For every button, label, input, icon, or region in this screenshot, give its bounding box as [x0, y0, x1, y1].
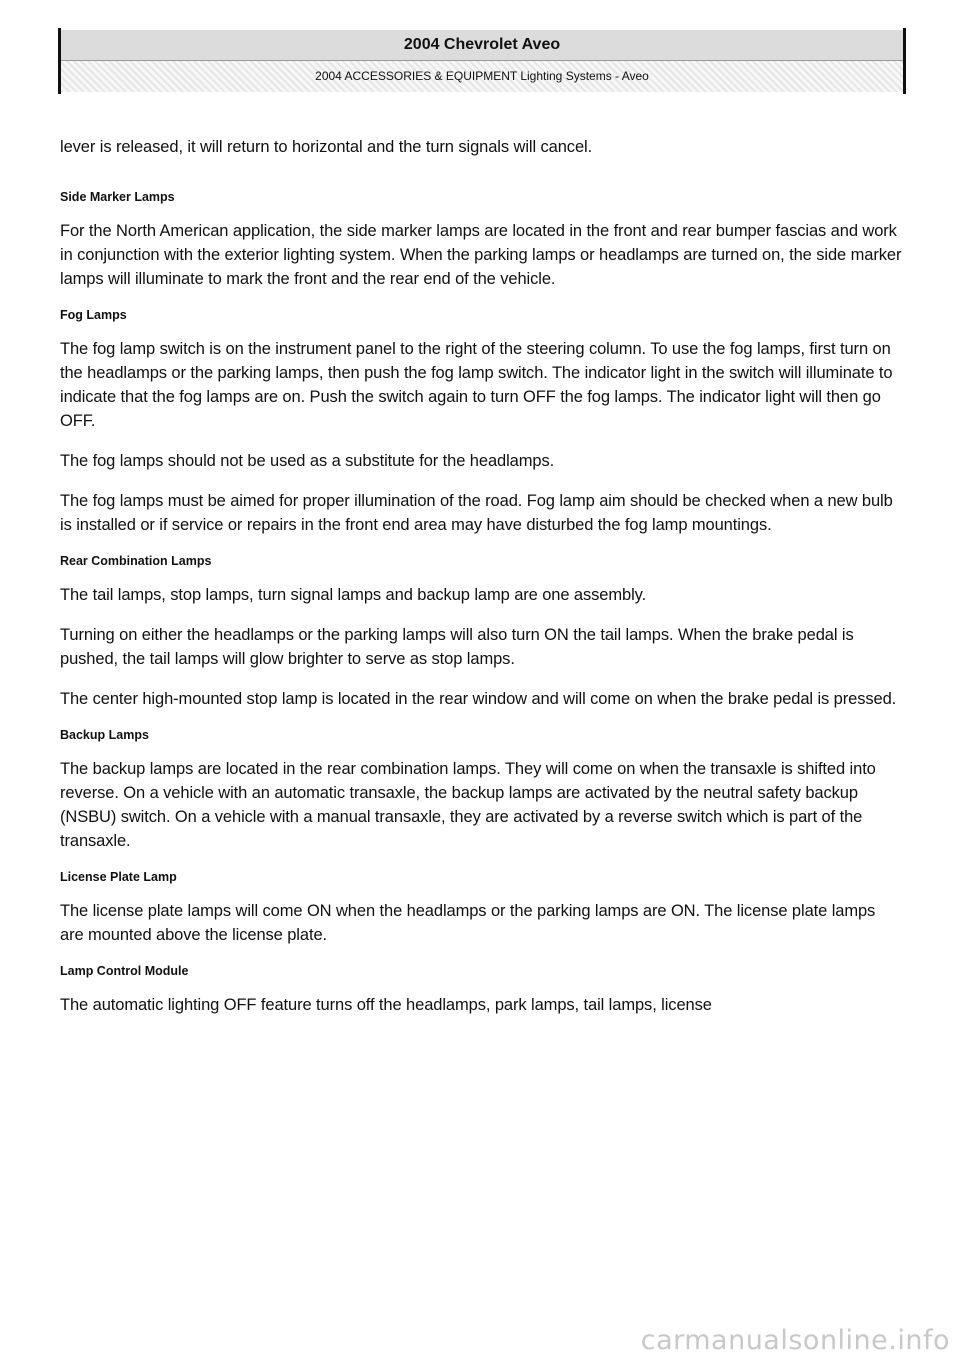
section-backup-lamps	[60, 727, 902, 853]
paragraph: The license plate lamps will come ON when the headlamps or the parking lamps are ON. The license plate lamps are mounted above the license plate.	[60, 902, 876, 944]
paragraph: Turning on either the headlamps or the parking lamps will also turn ON the tail lamps. When the brake pedal is pushed, the tail lamps will glow brighter to serve as stop lamps.	[60, 626, 854, 668]
paragraph: The fog lamp switch is on the instrument panel to the right of the steering column. To use the fog lamps, first turn on the headlamps or the parking lamps, then push the fog lamp switch. The indicator light in the switch will illuminate to indicate that the fog lamps are on. Push the switch again to turn OFF the fog lamps. The indicator light will then go OFF.	[60, 340, 893, 430]
section-lamp-control-module	[60, 963, 902, 1017]
footer-watermark: carmanualsonline.info	[640, 1325, 950, 1356]
section-heading: Lamp Control Module	[60, 964, 189, 978]
section-heading: Side Marker Lamps	[60, 190, 175, 204]
section-side-marker-lamps	[60, 189, 902, 291]
intro-paragraph: lever is released, it will return to horizontal and the turn signals will cancel.	[60, 138, 593, 156]
section-fog-lamps	[60, 307, 902, 537]
paragraph: The backup lamps are located in the rear combination lamps. They will come on when the transaxle is shifted into reverse. On a vehicle with an automatic transaxle, the backup lamps are activated by the neutral safety backup (NSBU) switch. On a vehicle with a manual transaxle, they are activated by a reverse switch which is part of the transaxle.	[60, 760, 876, 850]
section-heading: Backup Lamps	[60, 728, 149, 742]
paragraph: The fog lamps must be aimed for proper illumination of the road. Fog lamp aim should be checked when a new bulb is installed or if service or repairs in the front end area may have disturbed the fog lamp mountings.	[60, 492, 893, 534]
document-subtitle: 2004 ACCESSORIES & EQUIPMENT Lighting Systems - Aveo	[61, 61, 903, 92]
paragraph: The tail lamps, stop lamps, turn signal lamps and backup lamp are one assembly.	[60, 586, 647, 604]
section-license-plate-lamp	[60, 869, 902, 947]
section-heading: License Plate Lamp	[60, 870, 177, 884]
document-body	[60, 135, 902, 1033]
section-heading: Rear Combination Lamps	[60, 554, 212, 568]
document-header	[58, 28, 906, 94]
section-heading: Fog Lamps	[60, 308, 127, 322]
paragraph: The center high-mounted stop lamp is located in the rear window and will come on when the brake pedal is pressed.	[60, 690, 897, 708]
document-title: 2004 Chevrolet Aveo	[61, 30, 903, 61]
paragraph: The automatic lighting OFF feature turns off the headlamps, park lamps, tail lamps, license	[60, 996, 712, 1014]
paragraph: The fog lamps should not be used as a substitute for the headlamps.	[60, 452, 555, 470]
section-rear-combination-lamps	[60, 553, 902, 711]
paragraph: For the North American application, the side marker lamps are located in the front and rear bumper fascias and work in conjunction with the exterior lighting system. When the parking lamps or headlamps are turned on, the side marker lamps will illuminate to mark the front and the rear end of the vehicle.	[60, 222, 902, 288]
